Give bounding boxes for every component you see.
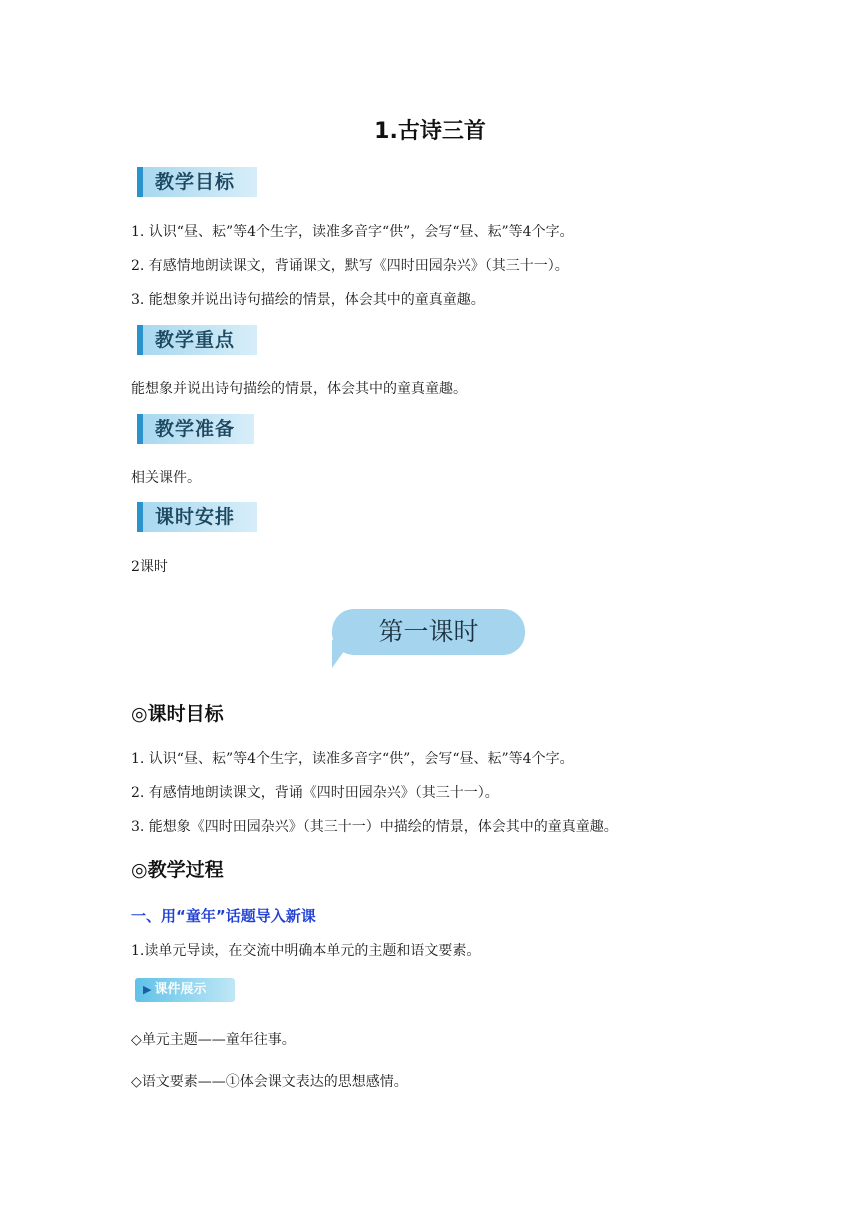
teaching-key-tag: 教学重点	[137, 325, 257, 355]
lesson-goal-1: 1. 认识“昼、耘”等4个生字，读准多音字“供”，会写“昼、耘”等4个字。	[131, 751, 574, 767]
play-triangle-icon: ▶	[143, 983, 152, 996]
process-heading: ◎教学过程	[131, 859, 224, 881]
bullet-2: ◇语文要素——①体会课文表达的思想感情。	[131, 1074, 408, 1090]
courseware-show-button	[135, 978, 235, 1002]
lesson-goals-heading: ◎课时目标	[131, 703, 224, 725]
teaching-goals-tag: 教学目标	[137, 167, 257, 197]
bullet-1: ◇单元主题——童年往事。	[131, 1032, 296, 1048]
lesson-goal-2: 2. 有感情地朗读课文，背诵《四时田园杂兴》（其三十一）。	[131, 785, 499, 801]
schedule-tag: 课时安排	[137, 502, 257, 532]
teaching-prep-text: 相关课件。	[131, 470, 201, 486]
teaching-key-text: 能想象并说出诗句描绘的情景，体会其中的童真童趣。	[131, 381, 467, 397]
step1-heading: 一、用“童年”话题导入新课	[131, 907, 316, 925]
teaching-prep-tag: 教学准备	[137, 414, 254, 444]
goal-item-2: 2. 有感情地朗读课文，背诵课文，默写《四时田园杂兴》（其三十一）。	[131, 258, 569, 274]
goal-item-1: 1. 认识“昼、耘”等4个生字，读准多音字“供”，会写“昼、耘”等4个字。	[131, 224, 574, 240]
schedule-text: 2课时	[131, 559, 168, 575]
lesson-badge: 第一课时	[332, 609, 525, 655]
step1-text: 1.读单元导读，在交流中明确本单元的主题和语文要素。	[131, 943, 481, 959]
goal-item-3: 3. 能想象并说出诗句描绘的情景，体会其中的童真童趣。	[131, 292, 485, 308]
courseware-show-label: 课件展示	[154, 982, 207, 997]
lesson-goal-3: 3. 能想象《四时田园杂兴》（其三十一）中描绘的情景，体会其中的童真童趣。	[131, 819, 618, 835]
page-title: 1.古诗三首	[374, 119, 486, 144]
